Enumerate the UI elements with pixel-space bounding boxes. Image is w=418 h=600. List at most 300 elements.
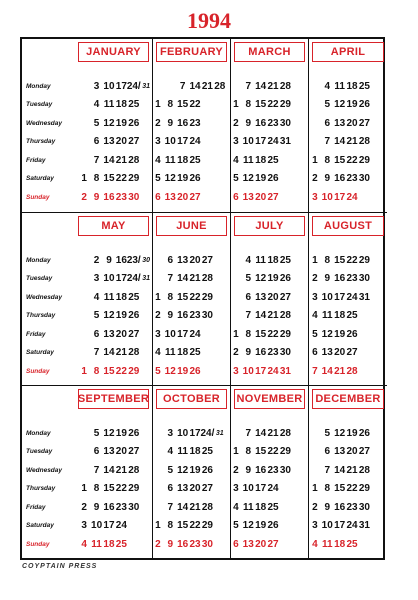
date-13: 13 — [242, 191, 254, 203]
date-7: 7 — [179, 80, 186, 92]
date-4: 4 — [167, 446, 174, 458]
date-30: 30 — [358, 501, 370, 513]
date-empty — [152, 480, 164, 499]
date-7: 7 — [245, 310, 252, 322]
date-4: 4 — [93, 291, 100, 303]
date-22: 22 — [115, 173, 127, 185]
month-block-may — [22, 212, 152, 385]
date-empty — [78, 344, 90, 363]
date-17: 17 — [255, 483, 267, 495]
date-empty — [292, 362, 304, 381]
calendar-grid — [20, 37, 385, 560]
date-13: 13 — [255, 291, 267, 303]
date-10: 10 — [103, 80, 115, 92]
date-25: 25 — [189, 347, 201, 359]
date-empty — [78, 288, 90, 307]
date-19: 19 — [115, 310, 127, 322]
date-28: 28 — [279, 310, 291, 322]
date-21: 21 — [346, 464, 358, 476]
date-26: 26 — [358, 99, 370, 111]
date-17: 17 — [115, 273, 127, 285]
date-19: 19 — [346, 99, 358, 111]
date-empty — [358, 535, 370, 554]
date-8: 8 — [167, 520, 174, 532]
date-empty — [279, 170, 291, 189]
date-29: 29 — [358, 254, 370, 266]
date-8: 8 — [324, 154, 331, 166]
date-empty — [292, 170, 304, 189]
date-empty — [292, 188, 304, 207]
date-1: 1 — [233, 446, 239, 458]
date-empty — [214, 170, 226, 189]
month-dates — [152, 251, 226, 381]
month-name: FEBRUARY — [156, 42, 227, 62]
date-1: 1 — [81, 173, 87, 185]
date-6: 6 — [324, 117, 331, 129]
date-11: 11 — [321, 310, 333, 322]
date-14: 14 — [334, 136, 346, 148]
date-31: 31 — [358, 520, 370, 532]
date-empty — [292, 480, 304, 499]
date-24: 24 — [267, 483, 279, 495]
date-9: 9 — [106, 254, 112, 266]
date-empty — [214, 307, 226, 326]
date-13: 13 — [103, 446, 115, 458]
month-name: AUGUST — [312, 216, 384, 236]
date-empty — [371, 251, 383, 270]
date-13: 13 — [321, 347, 333, 359]
date-7: 7 — [312, 365, 318, 377]
date-23: 23 — [346, 501, 358, 513]
date-15: 15 — [177, 99, 189, 111]
date-empty — [140, 344, 152, 363]
date-22: 22 — [189, 520, 201, 532]
date-22: 22 — [267, 99, 279, 111]
month-name: DECEMBER — [312, 389, 384, 409]
date-empty — [371, 461, 383, 480]
calendar-year: 1994 — [187, 8, 231, 33]
date-19: 19 — [177, 365, 189, 377]
date-21: 21 — [115, 464, 127, 476]
date-1: 1 — [81, 365, 87, 377]
month-dates — [152, 77, 226, 207]
date-16: 16 — [103, 191, 115, 203]
date-17: 17 — [334, 520, 346, 532]
date-20: 20 — [189, 254, 201, 266]
date-empty — [309, 133, 321, 152]
date-17: 17 — [334, 291, 346, 303]
weekday-label: Monday — [26, 82, 51, 90]
date-12: 12 — [334, 99, 346, 111]
date-15: 15 — [255, 99, 267, 111]
date-17: 17 — [255, 136, 267, 148]
month-block-august — [308, 212, 387, 385]
date-27: 27 — [189, 191, 201, 203]
date-24-31: 24/ — [126, 80, 141, 92]
date-27: 27 — [128, 328, 140, 340]
date-empty — [371, 443, 383, 462]
date-15: 15 — [334, 154, 346, 166]
date-12: 12 — [255, 273, 267, 285]
date-empty — [140, 307, 152, 326]
date-31: 31 — [142, 82, 151, 90]
date-23-30: 23/ — [126, 254, 141, 266]
date-26: 26 — [128, 310, 140, 322]
date-empty — [78, 461, 90, 480]
weekday-label: Saturday — [26, 522, 54, 530]
date-25: 25 — [201, 446, 213, 458]
date-empty — [292, 498, 304, 517]
date-empty — [371, 480, 383, 499]
date-empty — [358, 325, 370, 344]
date-8: 8 — [93, 365, 100, 377]
month-block-september — [22, 385, 152, 558]
date-11: 11 — [255, 254, 266, 266]
date-1: 1 — [155, 520, 161, 532]
date-21: 21 — [201, 80, 213, 92]
date-22: 22 — [115, 483, 127, 495]
date-31: 31 — [279, 136, 291, 148]
date-31: 31 — [215, 429, 224, 437]
date-12: 12 — [164, 365, 176, 377]
date-empty — [371, 307, 383, 326]
date-4: 4 — [155, 347, 161, 359]
date-empty — [309, 114, 321, 133]
date-3: 3 — [312, 291, 318, 303]
date-empty — [140, 133, 152, 152]
date-16: 16 — [334, 273, 346, 285]
month-name: JUNE — [156, 216, 227, 236]
date-29: 29 — [128, 483, 140, 495]
date-14: 14 — [189, 80, 201, 92]
date-24: 24 — [346, 291, 358, 303]
date-10: 10 — [91, 520, 103, 532]
date-empty — [292, 133, 304, 152]
date-11: 11 — [103, 291, 115, 303]
date-28: 28 — [279, 80, 291, 92]
date-14: 14 — [103, 464, 115, 476]
date-empty — [214, 498, 226, 517]
month-block-april — [308, 39, 387, 212]
date-2: 2 — [93, 254, 100, 266]
date-15: 15 — [103, 365, 115, 377]
weekday-label: Sunday — [26, 367, 50, 375]
date-empty — [292, 443, 304, 462]
date-empty — [214, 344, 226, 363]
date-1: 1 — [312, 483, 318, 495]
date-7: 7 — [167, 273, 174, 285]
date-empty — [371, 96, 383, 115]
month-block-october — [152, 385, 230, 558]
date-4: 4 — [245, 254, 252, 266]
month-name: APRIL — [312, 42, 384, 62]
date-2: 2 — [81, 501, 87, 513]
date-23: 23 — [189, 117, 201, 129]
date-3: 3 — [155, 136, 161, 148]
date-24: 24 — [346, 191, 358, 203]
date-empty — [230, 77, 242, 96]
date-10: 10 — [321, 191, 333, 203]
date-5: 5 — [324, 427, 331, 439]
date-29: 29 — [279, 99, 291, 111]
date-8: 8 — [324, 254, 331, 266]
date-25: 25 — [346, 538, 358, 550]
date-17: 17 — [189, 427, 201, 439]
date-empty — [292, 307, 304, 326]
date-12: 12 — [103, 117, 115, 129]
date-31: 31 — [142, 275, 151, 283]
date-empty — [292, 77, 304, 96]
date-empty — [78, 424, 90, 443]
date-2: 2 — [233, 117, 239, 129]
date-empty — [292, 288, 304, 307]
month-block-july — [230, 212, 308, 385]
date-2: 2 — [312, 501, 318, 513]
date-15: 15 — [255, 446, 267, 458]
date-19: 19 — [115, 427, 127, 439]
date-empty — [152, 498, 164, 517]
date-5: 5 — [245, 273, 252, 285]
date-empty — [78, 96, 90, 115]
date-17: 17 — [255, 365, 267, 377]
date-12: 12 — [177, 464, 189, 476]
date-empty — [78, 270, 90, 289]
date-10: 10 — [242, 483, 254, 495]
date-1: 1 — [312, 154, 318, 166]
date-2: 2 — [233, 347, 239, 359]
date-18: 18 — [267, 254, 279, 266]
date-10: 10 — [177, 427, 189, 439]
date-22: 22 — [346, 254, 358, 266]
date-19: 19 — [255, 520, 267, 532]
date-8: 8 — [167, 99, 174, 111]
date-8: 8 — [245, 446, 252, 458]
date-30: 30 — [201, 538, 213, 550]
date-11: 11 — [334, 80, 345, 92]
date-7: 7 — [245, 80, 252, 92]
date-2: 2 — [81, 191, 87, 203]
date-18: 18 — [346, 80, 358, 92]
date-29: 29 — [128, 173, 140, 185]
date-14: 14 — [255, 310, 267, 322]
date-22: 22 — [346, 483, 358, 495]
date-5: 5 — [324, 99, 331, 111]
date-29: 29 — [279, 328, 291, 340]
date-28: 28 — [201, 273, 213, 285]
date-6: 6 — [324, 446, 331, 458]
date-15: 15 — [103, 483, 115, 495]
date-15: 15 — [255, 328, 267, 340]
date-4: 4 — [312, 538, 318, 550]
date-empty — [140, 325, 152, 344]
date-20: 20 — [255, 191, 267, 203]
date-22: 22 — [115, 365, 127, 377]
date-24: 24 — [189, 136, 201, 148]
month-dates — [78, 424, 152, 554]
date-29: 29 — [128, 365, 140, 377]
date-19: 19 — [334, 328, 346, 340]
date-2: 2 — [155, 538, 161, 550]
date-empty — [78, 325, 90, 344]
date-empty — [152, 424, 164, 443]
date-24: 24 — [115, 520, 127, 532]
date-4: 4 — [233, 501, 239, 513]
date-9: 9 — [245, 117, 252, 129]
date-23: 23 — [189, 310, 201, 322]
date-18: 18 — [189, 446, 201, 458]
month-block-june — [152, 212, 230, 385]
date-4: 4 — [81, 538, 87, 550]
date-18: 18 — [115, 99, 127, 111]
date-empty — [214, 270, 226, 289]
date-empty — [78, 443, 90, 462]
date-22: 22 — [189, 291, 201, 303]
date-5: 5 — [233, 520, 239, 532]
date-empty — [201, 170, 213, 189]
date-14: 14 — [255, 427, 267, 439]
date-16: 16 — [334, 501, 346, 513]
date-15: 15 — [177, 520, 189, 532]
date-12: 12 — [103, 310, 115, 322]
weekday-label: Wednesday — [26, 293, 63, 301]
date-empty — [201, 133, 213, 152]
date-empty — [371, 424, 383, 443]
date-empty — [78, 77, 90, 96]
date-21: 21 — [267, 427, 279, 439]
date-26: 26 — [128, 427, 140, 439]
date-empty — [230, 251, 242, 270]
date-13: 13 — [242, 538, 254, 550]
month-dates — [230, 251, 304, 381]
date-14: 14 — [321, 365, 333, 377]
month-block-january — [22, 39, 152, 212]
date-16: 16 — [255, 347, 267, 359]
date-20: 20 — [346, 446, 358, 458]
date-21: 21 — [267, 310, 279, 322]
date-30: 30 — [358, 273, 370, 285]
date-21: 21 — [189, 273, 201, 285]
date-6: 6 — [93, 136, 100, 148]
date-4: 4 — [233, 154, 239, 166]
date-empty — [214, 461, 226, 480]
date-6: 6 — [233, 538, 239, 550]
date-26: 26 — [279, 273, 291, 285]
date-2: 2 — [312, 173, 318, 185]
weekday-label: Tuesday — [26, 101, 53, 109]
date-5: 5 — [167, 464, 174, 476]
date-empty — [292, 424, 304, 443]
date-empty — [201, 362, 213, 381]
date-14: 14 — [177, 273, 189, 285]
date-24: 24 — [267, 136, 279, 148]
date-empty — [230, 424, 242, 443]
date-23: 23 — [346, 173, 358, 185]
date-empty — [371, 288, 383, 307]
date-empty — [152, 443, 164, 462]
month-name: SEPTEMBER — [78, 389, 149, 409]
date-7: 7 — [324, 136, 331, 148]
date-2: 2 — [233, 464, 239, 476]
date-empty — [371, 270, 383, 289]
date-9: 9 — [245, 347, 252, 359]
date-empty — [358, 344, 370, 363]
date-22: 22 — [189, 99, 201, 111]
date-24: 24 — [267, 365, 279, 377]
date-empty — [230, 307, 242, 326]
date-11: 11 — [91, 538, 102, 550]
date-empty — [152, 461, 164, 480]
date-28: 28 — [358, 464, 370, 476]
month-name: MARCH — [234, 42, 305, 62]
date-19: 19 — [267, 273, 279, 285]
date-11: 11 — [177, 446, 188, 458]
date-empty — [371, 170, 383, 189]
date-13: 13 — [334, 117, 346, 129]
month-name: JANUARY — [78, 42, 149, 62]
date-25: 25 — [128, 291, 140, 303]
date-empty — [140, 535, 152, 554]
date-9: 9 — [324, 273, 331, 285]
date-29: 29 — [201, 520, 213, 532]
date-30: 30 — [279, 464, 291, 476]
date-empty — [152, 270, 164, 289]
date-empty — [152, 251, 164, 270]
date-9: 9 — [324, 501, 331, 513]
date-23: 23 — [115, 501, 127, 513]
date-25: 25 — [189, 154, 201, 166]
date-6: 6 — [167, 483, 174, 495]
date-26: 26 — [346, 328, 358, 340]
date-22: 22 — [267, 328, 279, 340]
date-19: 19 — [115, 117, 127, 129]
date-17: 17 — [115, 80, 127, 92]
date-5: 5 — [155, 173, 161, 185]
date-empty — [309, 96, 321, 115]
date-30: 30 — [279, 117, 291, 129]
weekday-label: Friday — [26, 156, 46, 164]
weekday-label: Wednesday — [26, 119, 63, 127]
date-6: 6 — [167, 254, 174, 266]
date-12: 12 — [242, 520, 254, 532]
date-23: 23 — [115, 191, 127, 203]
month-dates — [309, 251, 383, 381]
date-21: 21 — [115, 154, 127, 166]
date-empty — [214, 151, 226, 170]
date-26: 26 — [189, 365, 201, 377]
date-empty — [140, 362, 152, 381]
date-7: 7 — [93, 347, 100, 359]
date-3: 3 — [233, 136, 239, 148]
date-20: 20 — [267, 291, 279, 303]
date-empty — [214, 114, 226, 133]
date-12: 12 — [164, 173, 176, 185]
date-empty — [371, 325, 383, 344]
date-9: 9 — [245, 464, 252, 476]
date-5: 5 — [93, 310, 100, 322]
weekday-label: Monday — [26, 256, 51, 264]
date-empty — [201, 151, 213, 170]
date-6: 6 — [93, 446, 100, 458]
date-empty — [309, 77, 321, 96]
date-empty — [140, 114, 152, 133]
weekday-label: Sunday — [26, 193, 50, 201]
date-21: 21 — [115, 347, 127, 359]
date-10: 10 — [164, 328, 176, 340]
month-dates — [309, 77, 383, 207]
date-27: 27 — [346, 347, 358, 359]
date-empty — [292, 535, 304, 554]
date-empty — [140, 443, 152, 462]
